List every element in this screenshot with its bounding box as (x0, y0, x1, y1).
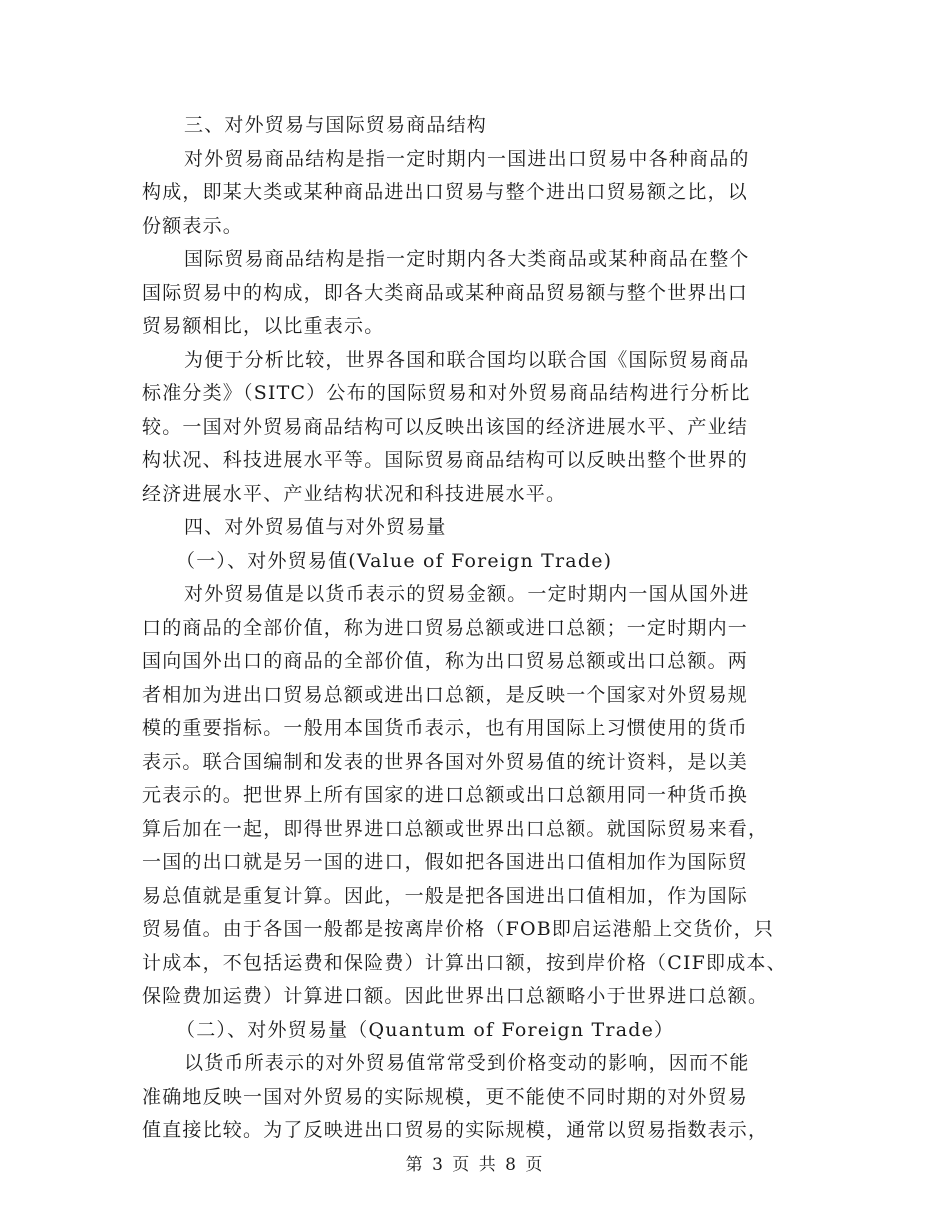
paragraph-line: 一国的出口就是另一国的进口，假如把各国进出口值相加作为国际贸 (142, 851, 749, 873)
paragraph-line: 算后加在一起，即得世界进口总额或世界出口总额。就国际贸易来看， (142, 817, 769, 840)
paragraph-line: 构状况、科技进展水平等。国际贸易商品结构可以反映出整个世界的 (142, 449, 749, 471)
paragraph-line: 贸易额相比，以比重表示。 (142, 315, 385, 337)
paragraph-line: 国际贸易中的构成，即各大类商品或某种商品贸易额与整个世界出口 (142, 281, 749, 304)
paragraph-line: 表示。联合国编制和发表的世界各国对外贸易值的统计资料，是以美 (142, 750, 749, 773)
paragraph-line: 国际贸易商品结构是指一定时期内各大类商品或某种商品在整个 (184, 248, 750, 270)
paragraph-line: 较。一国对外贸易商品结构可以反映出该国的经济进展水平、产业结 (142, 415, 749, 438)
paragraph-line: 者相加为进出口贸易总额或进出口总额，是反映一个国家对外贸易规 (142, 683, 749, 706)
paragraph-line: 易总值就是重复计算。因此，一般是把各国进出口值相加，作为国际 (142, 884, 749, 907)
paragraph-line: 标准分类》（SITC）公布的国际贸易和对外贸易商品结构进行分析比 (142, 382, 751, 404)
paragraph-line: 经济进展水平、产业结构状况和科技进展水平。 (142, 482, 567, 505)
subsection-heading-2: （二）、对外贸易量（Quantum of Foreign Trade） (176, 1018, 675, 1041)
paragraph-line: 模的重要指标。一般用本国货币表示，也有用国际上习惯使用的货币 (142, 717, 749, 739)
subsection-heading-1: （一）、对外贸易值(Value of Foreign Trade) (176, 549, 613, 572)
paragraph-line: 保险费加运费）计算进口额。因此世界出口总额略小于世界进口总额。 (142, 985, 769, 1007)
paragraph-line: 对外贸易商品结构是指一定时期内一国进出口贸易中各种商品的 (184, 147, 750, 170)
paragraph-line: 以货币所表示的对外贸易值常常受到价格变动的影响，因而不能 (184, 1052, 750, 1074)
paragraph-line: 对外贸易值是以货币表示的贸易金额。一定时期内一国从国外进 (184, 583, 750, 605)
paragraph-line: 值直接比较。为了反映进出口贸易的实际规模，通常以贸易指数表示， (142, 1119, 769, 1141)
document-body (142, 109, 802, 1148)
paragraph-line: 元表示的。把世界上所有国家的进口总额或出口总额用同一种货币换 (142, 784, 749, 806)
paragraph-line: 构成，即某大类或某种商品进出口贸易与整个进出口贸易额之比，以 (142, 181, 749, 203)
paragraph-line: 贸易值。由于各国一般都是按离岸价格（FOB即启运港船上交货价，只 (142, 918, 775, 940)
paragraph-line: 计成本，不包括运费和保险费）计算出口额，按到岸价格（CIF即成本、 (142, 951, 787, 974)
paragraph-line: 为便于分析比较，世界各国和联合国均以联合国《国际贸易商品 (184, 348, 750, 371)
section-heading-4: 四、对外贸易值与对外贸易量 (184, 516, 447, 538)
section-heading-3: 三、对外贸易与国际贸易商品结构 (184, 114, 488, 136)
paragraph-line: 国向国外出口的商品的全部价值，称为出口贸易总额或出口总额。两 (142, 650, 749, 672)
paragraph-line: 准确地反映一国对外贸易的实际规模，更不能使不同时期的对外贸易 (142, 1085, 749, 1108)
paragraph-line: 口的商品的全部价值，称为进口贸易总额或进口总额；一定时期内一 (142, 616, 749, 639)
paragraph-line: 份额表示。 (142, 214, 244, 237)
page-footer: 第 3 页 共 8 页 (405, 1155, 545, 1175)
